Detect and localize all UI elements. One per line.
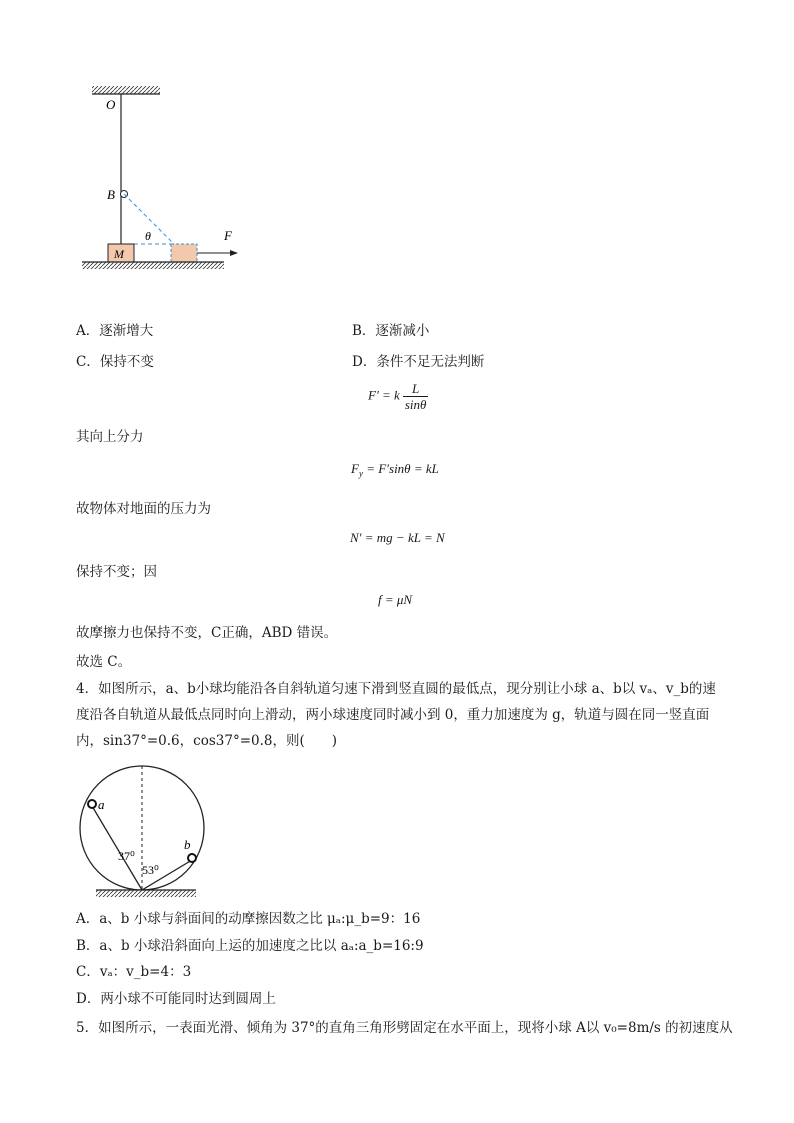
ball-a [88, 800, 96, 808]
q4-option-c[interactable]: C．vₐ：v_b=4：3 [76, 964, 192, 980]
question-5-stem: 5．如图所示，一表面光滑、倾角为 37°的直角三角形劈固定在水平面上，现将小球 A以 v₀=8m/s 的初速度从 [76, 1020, 733, 1036]
label-a: a [98, 797, 105, 812]
figure-circle-tracks [78, 762, 218, 904]
q4-option-a[interactable]: A．a、b 小球与斜面间的动摩擦因数之比 μₐ:μ_b=9：16 [76, 911, 421, 927]
label-b: b [184, 837, 191, 852]
track-a [92, 806, 142, 890]
label-b: B [107, 187, 115, 202]
option-b[interactable]: B．逐渐减小 [352, 323, 430, 339]
label-m: M [114, 247, 124, 261]
equation-1: F′ = k $\frac{L}{\sin\theta}$ [368, 381, 427, 412]
option-a[interactable]: A．逐渐增大 [76, 323, 154, 339]
equation-3: N′ = mg − kL = N [350, 530, 445, 545]
solution-line-2: 故物体对地面的压力为 [76, 501, 211, 517]
ground-hatch [96, 890, 196, 897]
block-dashed [171, 244, 197, 262]
label-angle-53: 53⁰ [142, 863, 159, 877]
equation-4: f = μN [378, 592, 413, 607]
label-f: F [224, 228, 232, 243]
equation-2: $F_y = F'\sin\theta$ = kL [351, 461, 439, 479]
option-c[interactable]: C．保持不变 [76, 354, 154, 370]
figure-pendulum-block [78, 82, 248, 274]
solution-line-5: 故选 C。 [76, 654, 132, 670]
solution-line-3: 保持不变；因 [76, 564, 157, 580]
ceiling-hatch [92, 86, 160, 94]
question-4-stem: 4．如图所示，a、b小球均能沿各自斜轨道匀速下滑到竖直圆的最低点，现分别让小球 a、b以 vₐ、v_b的速度沿各自轨道从最低点同时向上滑动，两小球速度同时减小到 0，重力加速度为 g，轨道与圆在同一竖直面内，sin37°=0.6，cos37°=0.8，则( ) [76, 681, 716, 749]
q4-option-b[interactable]: B．a、b 小球沿斜面向上运的加速度之比以 aₐ:a_b=16:9 [76, 938, 424, 954]
force-arrowhead [230, 250, 238, 256]
ball-b [188, 854, 196, 862]
label-o: O [106, 97, 116, 112]
label-angle-37: 37⁰ [118, 849, 135, 863]
q4-option-d[interactable]: D．两小球不可能同时达到圆周上 [76, 991, 276, 1007]
option-d[interactable]: D．条件不足无法判断 [352, 354, 485, 370]
ground-hatch [82, 262, 224, 269]
solution-line-1: 其向上分力 [76, 429, 144, 445]
label-theta: θ [145, 229, 151, 243]
solution-line-4: 故摩擦力也保持不变，C正确，ABD 错误。 [76, 625, 338, 641]
